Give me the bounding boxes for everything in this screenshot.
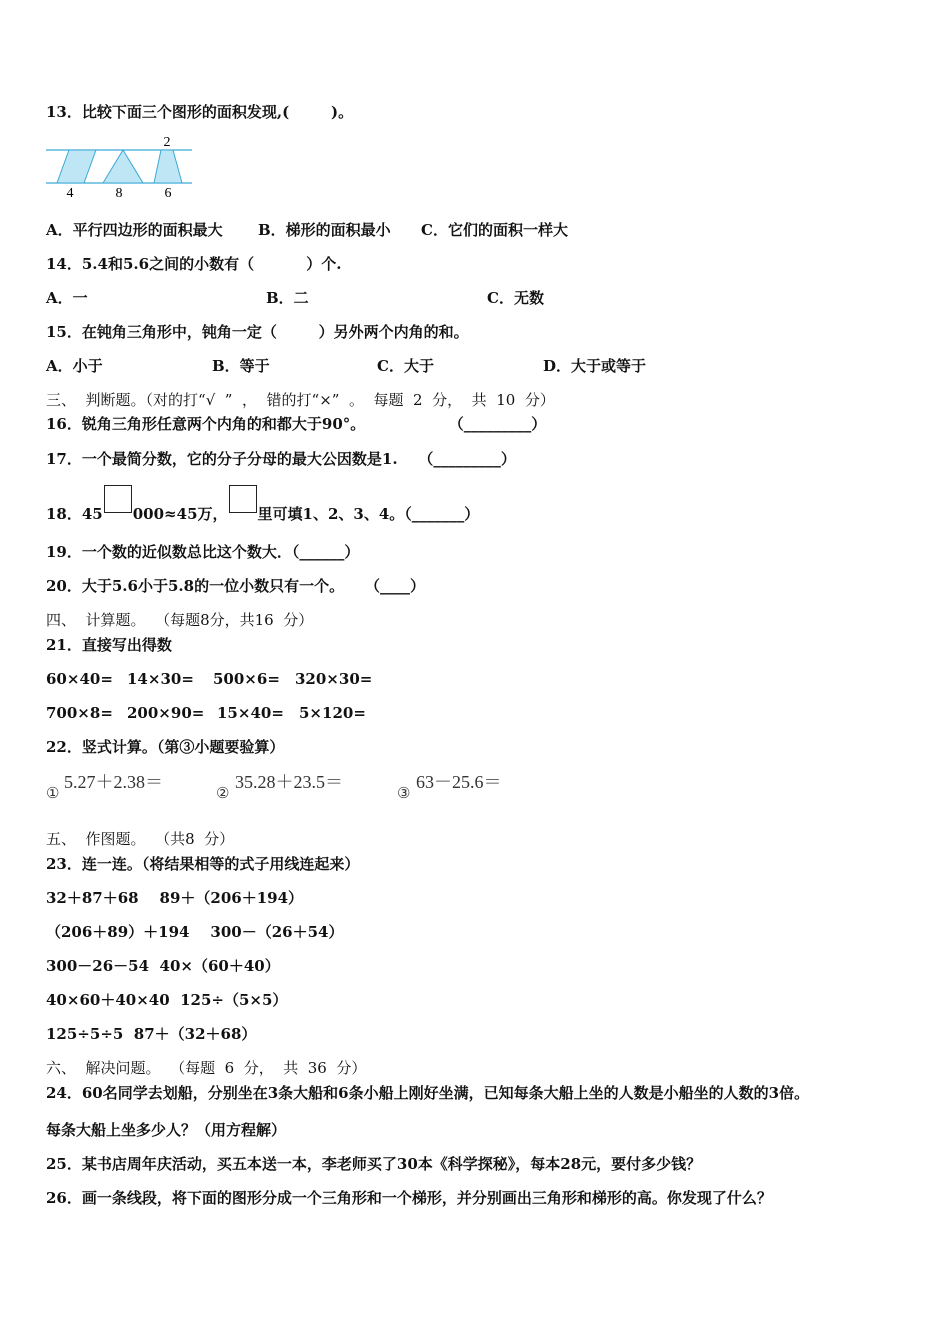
q13-shapes-figure — [44, 133, 194, 201]
q14-option-b[interactable]: B．二 — [266, 289, 309, 307]
section-6-heading: 六、 解决问题。 （每题 6 分， 共 36 分） — [46, 1059, 367, 1077]
parallelogram-shape — [57, 150, 96, 183]
circled-number-2: ② — [216, 784, 230, 802]
q17-stem: 17．一个最简分数，它的分子分母的最大公因数是1. （_________） — [46, 450, 516, 468]
q18-part2: 000≈45万， — [132, 505, 228, 523]
calc-item: 14×30= — [127, 670, 194, 688]
q13-option-a[interactable]: A．平行四边形的面积最大 — [46, 221, 223, 239]
match-row[interactable]: 300－26－54 40×（60＋40） — [46, 957, 280, 975]
equation-3: 63－25.6＝ — [416, 772, 502, 792]
equation-1: 5.27＋2.38＝ — [64, 772, 163, 792]
q24-line2: 每条大船上坐多少人？（用方程解） — [46, 1121, 287, 1139]
q20-stem: 20．大于5.6小于5.8的一位小数只有一个。 （____） — [46, 577, 425, 595]
q16-stem: 16．锐角三角形任意两个内角的和都大于90°。 （_________） — [46, 415, 547, 433]
q26-stem: 26．画一条线段，将下面的图形分成一个三角形和一个梯形，并分别画出三角形和梯形的高。你发现了什么？ — [46, 1189, 772, 1207]
q15-option-c[interactable]: C．大于 — [377, 357, 434, 375]
blank-box-2[interactable] — [229, 485, 257, 513]
q15-stem: 15．在钝角三角形中，钝角一定（ ）另外两个内角的和。 — [46, 323, 469, 341]
q13-option-b[interactable]: B．梯形的面积最小 — [258, 221, 391, 239]
circled-number-3: ③ — [397, 784, 411, 802]
label-bottom-6: 6 — [164, 186, 172, 201]
section-4-heading: 四、 计算题。 （每题8分，共16 分） — [46, 611, 314, 629]
q14-option-a[interactable]: A．一 — [46, 289, 88, 307]
section-5-heading: 五、 作图题。 （共8 分） — [46, 830, 235, 848]
q22-stem: 22．竖式计算。（第③小题要验算） — [46, 738, 285, 756]
blank-box-1[interactable] — [104, 485, 132, 513]
q14-option-c[interactable]: C．无数 — [487, 289, 544, 307]
calc-item: 5×120= — [299, 704, 366, 722]
match-row[interactable]: 40×60＋40×40 125÷（5×5） — [46, 991, 288, 1009]
match-row[interactable]: 125÷5÷5 87＋（32＋68） — [46, 1025, 257, 1043]
q18-part3: 里可填1、2、3、4。（_______） — [257, 505, 480, 523]
section-3-heading: 三、 判断题。（对的打“√ ” ， 错的打“×” 。 每题 2 分， 共 10 分） — [46, 391, 555, 409]
q24-line1: 24．60名同学去划船，分别坐在3条大船和6条小船上刚好坐满，已知每条大船上坐的人数是小船坐的人数的3倍。 — [46, 1084, 810, 1102]
calc-item: 320×30= — [295, 670, 373, 688]
q18-stem — [46, 495, 479, 524]
circled-number-1: ① — [46, 784, 60, 802]
q23-stem: 23．连一连。（将结果相等的式子用线连起来） — [46, 855, 360, 873]
triangle-shape — [103, 150, 143, 183]
match-row[interactable]: 32＋87＋68 89＋（206＋194） — [46, 889, 304, 907]
q21-stem: 21．直接写出得数 — [46, 636, 172, 654]
calc-item: 60×40= — [46, 670, 113, 688]
q14-stem: 14．5.4和5.6之间的小数有（ ）个. — [46, 255, 342, 273]
calc-item: 700×8= — [46, 704, 113, 722]
label-bottom-8: 8 — [115, 186, 123, 201]
calc-item: 200×90= — [127, 704, 205, 722]
q19-stem: 19．一个数的近似数总比这个数大．（______） — [46, 543, 360, 561]
calc-item: 500×6= — [213, 670, 280, 688]
q25-stem: 25．某书店周年庆活动，买五本送一本，李老师买了30本《科学探秘》，每本28元，要付多少钱？ — [46, 1155, 702, 1173]
label-bottom-4: 4 — [66, 186, 74, 201]
equation-2: 35.28＋23.5＝ — [235, 772, 343, 792]
q18-part1: 18．45 — [46, 505, 103, 523]
q15-option-d[interactable]: D．大于或等于 — [543, 357, 647, 375]
match-row[interactable]: （206＋89）＋194 300－（26＋54） — [46, 923, 344, 941]
q15-option-a[interactable]: A．小于 — [46, 357, 103, 375]
q15-option-b[interactable]: B．等于 — [212, 357, 270, 375]
label-top-2: 2 — [163, 135, 171, 150]
q13-option-c[interactable]: C．它们的面积一样大 — [421, 221, 568, 239]
trapezoid-shape — [154, 150, 182, 183]
q13-stem: 13．比较下面三个图形的面积发现,( )。 — [46, 103, 354, 121]
calc-item: 15×40= — [217, 704, 284, 722]
